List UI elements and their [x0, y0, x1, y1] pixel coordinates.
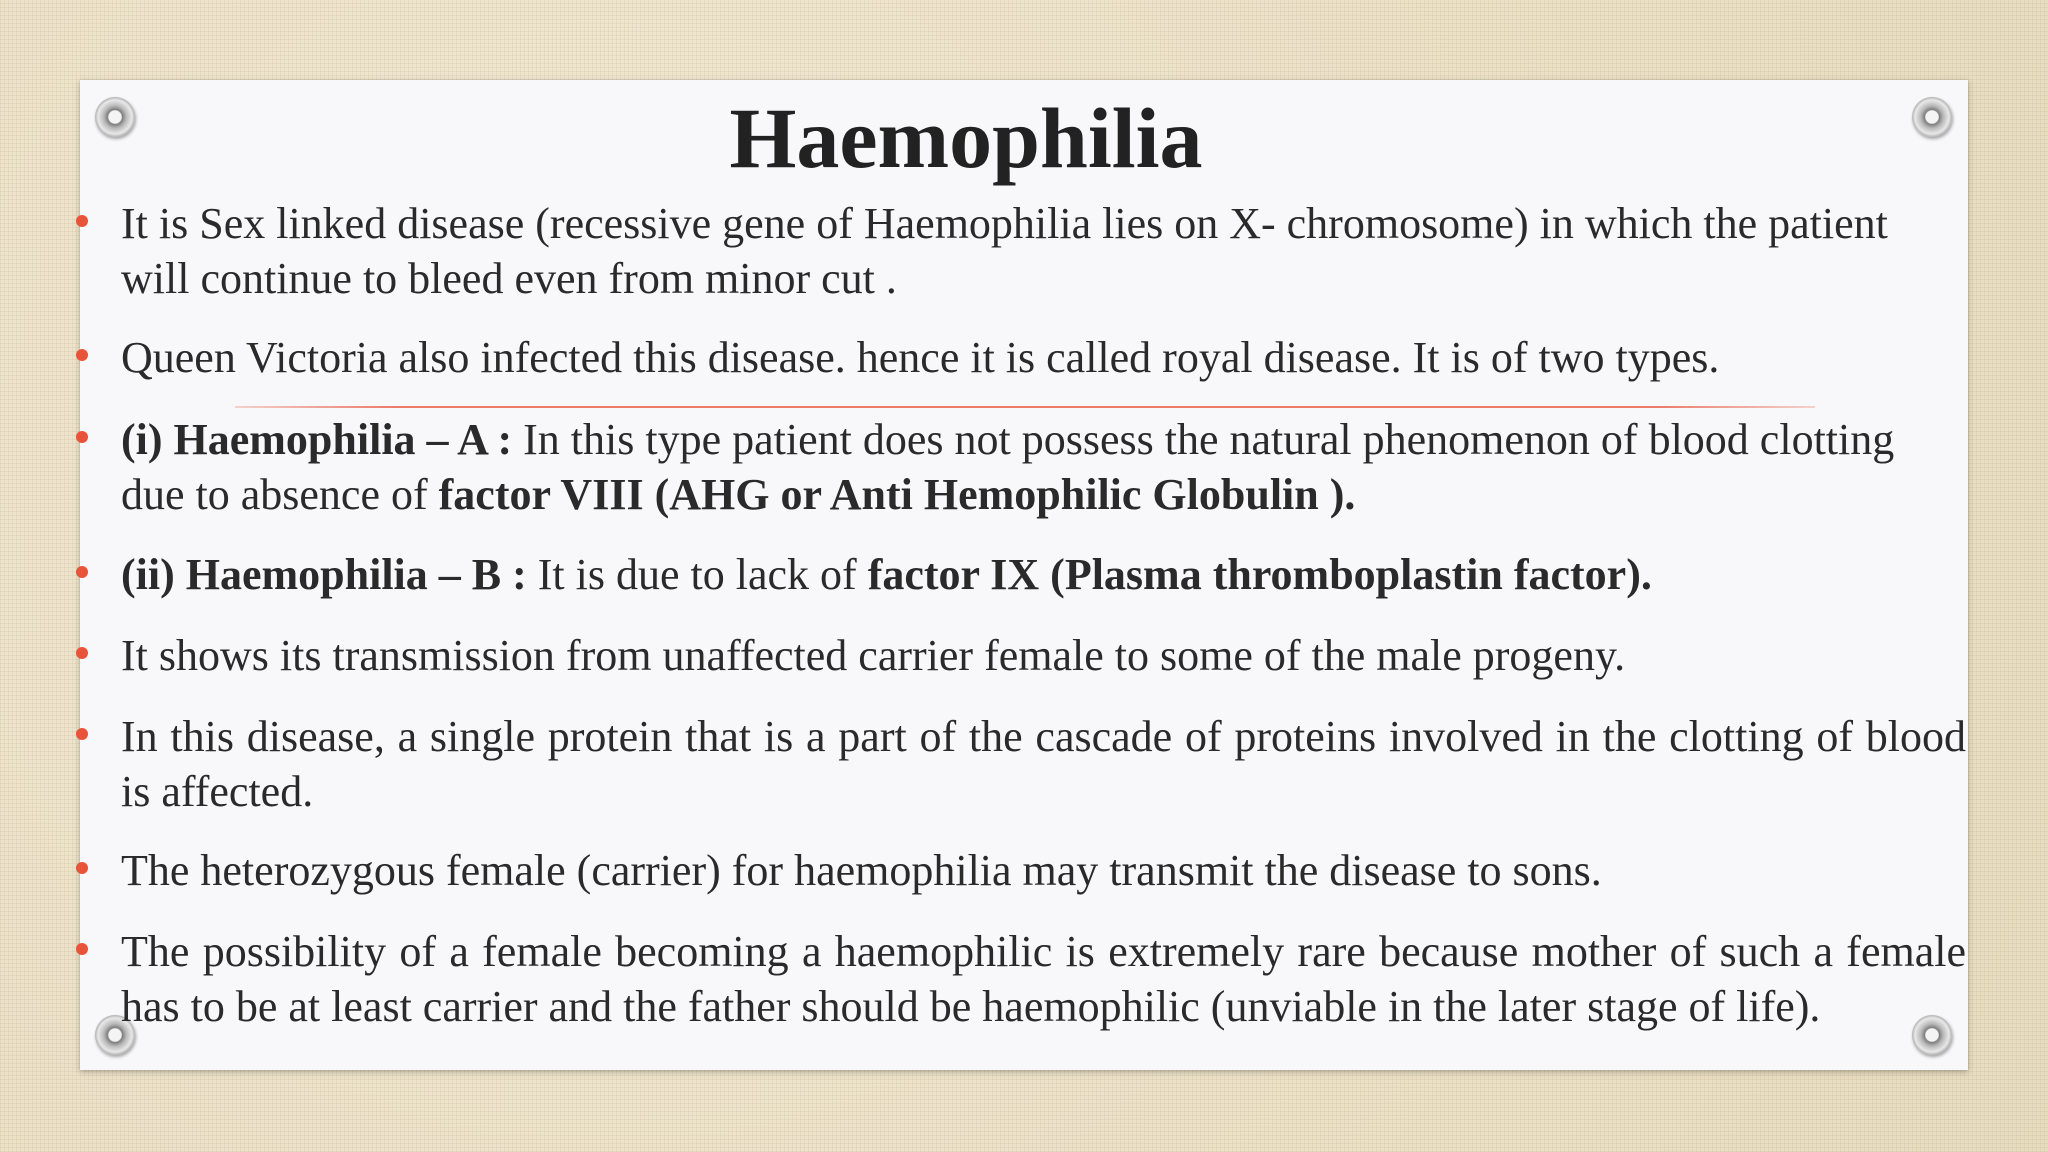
bullet-item-sex-linked	[121, 196, 1966, 306]
bullet-text: It is due to lack of	[526, 550, 868, 599]
bullet-item-haemophilia-b	[121, 547, 1966, 602]
bullet-item-female-haemophilic	[121, 924, 1966, 1034]
bullet-text: In this disease, a single protein that is a part of the cascade of proteins involved in the clotting of blood is affected.	[121, 712, 1966, 816]
bullet-item-transmission	[121, 628, 1966, 683]
bullet-item-haemophilia-a	[121, 412, 1966, 522]
bullet-emphasis: factor IX (Plasma thromboplastin factor).	[867, 550, 1652, 599]
bullet-item-royal-disease	[121, 330, 1966, 385]
slide-title: Haemophilia	[729, 90, 1203, 186]
bullet-text: It shows its transmission from unaffected carrier female to some of the male progeny.	[121, 631, 1626, 680]
bullet-lead: (i) Haemophilia – A :	[121, 415, 513, 464]
bullet-text: In this type patient does not possess the natural phenomenon of blood clotting due to absence of	[121, 415, 1895, 519]
bullet-text: Queen Victoria also infected this disease. hence it is called royal disease. It is of two types.	[121, 333, 1720, 382]
bullet-emphasis: factor VIII (AHG or Anti Hemophilic Globulin ).	[438, 470, 1356, 519]
bullet-item-protein-cascade	[121, 709, 1966, 819]
bullet-text: The possibility of a female becoming a haemophilic is extremely rare because mother of such a female has to be at least carrier and the father should be haemophilic (unviable in the later stage of life).	[121, 927, 1966, 1031]
bullet-lead: (ii) Haemophilia – B :	[121, 550, 527, 599]
bullet-text: It is Sex linked disease (recessive gene of Haemophilia lies on X- chromosome) in which the patient will continue to bleed even from minor cut .	[121, 199, 1888, 303]
bullet-item-heterozygous-female	[121, 843, 1966, 898]
bullet-text: The heterozygous female (carrier) for haemophilia may transmit the disease to sons.	[121, 846, 1602, 895]
